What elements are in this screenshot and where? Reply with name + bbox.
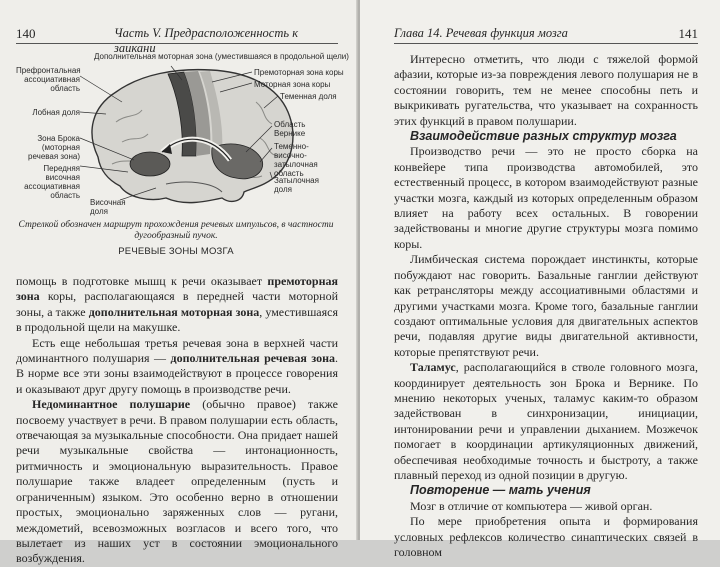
paragraph: Мозг в отличие от компьютера — живой орган. [410, 498, 653, 513]
label-wernicke-area: Область Вернике [274, 120, 306, 138]
label-prefrontal-area: Префронтальная ассоциативная область [16, 66, 81, 93]
text-run: , уместившаяся в продольной щели на макушке. [16, 304, 338, 335]
page-number-left: 140 [16, 26, 36, 41]
label-parieto-temporal-area: Теменно-височно-затылочная область [274, 142, 318, 178]
section-heading: Взаимодействие разных структур мозга [410, 129, 677, 144]
term-supplementary-motor-zone: дополнительная моторная зона [88, 304, 260, 319]
page-number-right: 141 [678, 26, 698, 41]
term-nondominant-hemisphere: Недоминантное полушарие [32, 397, 191, 412]
term-premotor-zone: премоторная зона [16, 274, 338, 304]
section-heading: Повторение — мать учения [410, 483, 591, 498]
label-anterior-temporal-assoc: Передняя височная ассоциативная область [24, 164, 80, 200]
paragraph: Интересно отметить, что люди с тяжелой формой афазии, которые из-за повреждения левого полушария не в состоянии говорить, тем не менее способны петь и выкрикивать ругательства, что указывает на сохранность этих функций в правом полушарии. [394, 52, 698, 128]
text-run: . В норме все эти зоны взаимодействуют в процессе говорения и оказывают друг другу помощь в производстве речи. [16, 351, 338, 396]
right-body-text [394, 52, 698, 560]
paragraph [16, 336, 338, 398]
text-run: помощь в подготовке мышц к речи оказывает [16, 274, 268, 288]
left-page-header [16, 26, 338, 55]
running-title-right: Глава 14. Речевая функция мозга [394, 26, 568, 40]
term-supplementary-speech-zone: дополнительная речевая зона [170, 351, 335, 366]
text-run: , располагающийся в стволе головного мозга, координирует деятельность зон Брока и Вернике. По мнению некоторых ученых, таламус каким-то образом задействован в синхронизации, инициации, интонировании речи и управлении дыханием. Мозжечок помогает в координации артикуляционных движений, обеспечивая необходимые точность и быстроту, а также плавный переход из одной позиции в другую. [394, 360, 698, 482]
paragraph: Лимбическая система порождает инстинкты, которые побуждают нас говорить. Базальные ганглии действуют как ретрансляторы между ассоциативными областями и другими участками мозга. Кроме того, базальные ганглии создают оптимальные условия для двигательных аспектов речи, подавляя другие виды двигательной активности, которые препятствуют речи. [394, 252, 698, 359]
label-temporal-lobe: Височная доля [90, 198, 126, 216]
label-supplementary-motor-zone: Дополнительная моторная зона (уместившаяся в продольной щели) [94, 52, 349, 61]
label-frontal-lobe: Лобная доля [32, 108, 80, 117]
right-page-header [394, 26, 698, 44]
left-body-text [16, 274, 338, 567]
label-occipital-lobe: Затылочная доля [274, 176, 319, 194]
label-motor-zone: Моторная зона коры [254, 80, 331, 89]
paragraph [16, 274, 338, 336]
text-run: коры, располагающаяся в передней части моторной зоны, а также [16, 289, 338, 319]
label-broca-area: Зона Брока (моторная речевая зона) [28, 134, 80, 161]
paragraph: Производство речи — это не просто сборка на конвейере типа производства автомобилей, это естественный процесс, в котором взаимодействуют разные участки мозга, каждый из которых определенным образом влияет на работу всех остальных. В говорении задействованы и многие другие структуры мозга помимо коры. [394, 144, 698, 251]
left-page [0, 0, 358, 566]
figure-title: РЕЧЕВЫЕ ЗОНЫ МОЗГА [118, 246, 234, 257]
paragraph: По мере приобретения опыта и формирования условных рефлексов количество синаптических связей в головном [394, 514, 698, 559]
figure-caption: Стрелкой обозначен маршрут прохождения речевых импульсов, в частности дугообразный пучок. [18, 220, 334, 241]
brain-speech-zones-figure [16, 52, 349, 266]
running-title-left: Часть V. Предрасположенность к заикани [114, 26, 299, 55]
paragraph [394, 360, 698, 483]
text-run: (обычно правое) также посвоему участвует в речи. В правом полушарии есть область, отвечающая за музыкальные способности. Она придает нашей речи музыкальные свойства — интонационность, ритмичность и эмоциональную выразительность. Правое полушарие также владеет определенным (пусть и ограниченным) языком. Это особенно верно в отношении простых, эмоционально заряженных слов — ругани, междометий, всевозможных возгласов и всего того, что вылетает из наших уст в состоянии эмоционального возбуждения. [16, 397, 338, 566]
label-parietal-lobe: Теменная доля [280, 92, 337, 101]
term-thalamus: Таламус [410, 360, 456, 375]
right-page [360, 0, 720, 559]
label-premotor-zone: Премоторная зона коры [254, 68, 344, 77]
text-run: Есть еще небольшая третья речевая зона в верхней части доминантного полушария — [16, 335, 338, 366]
paragraph [16, 397, 338, 566]
